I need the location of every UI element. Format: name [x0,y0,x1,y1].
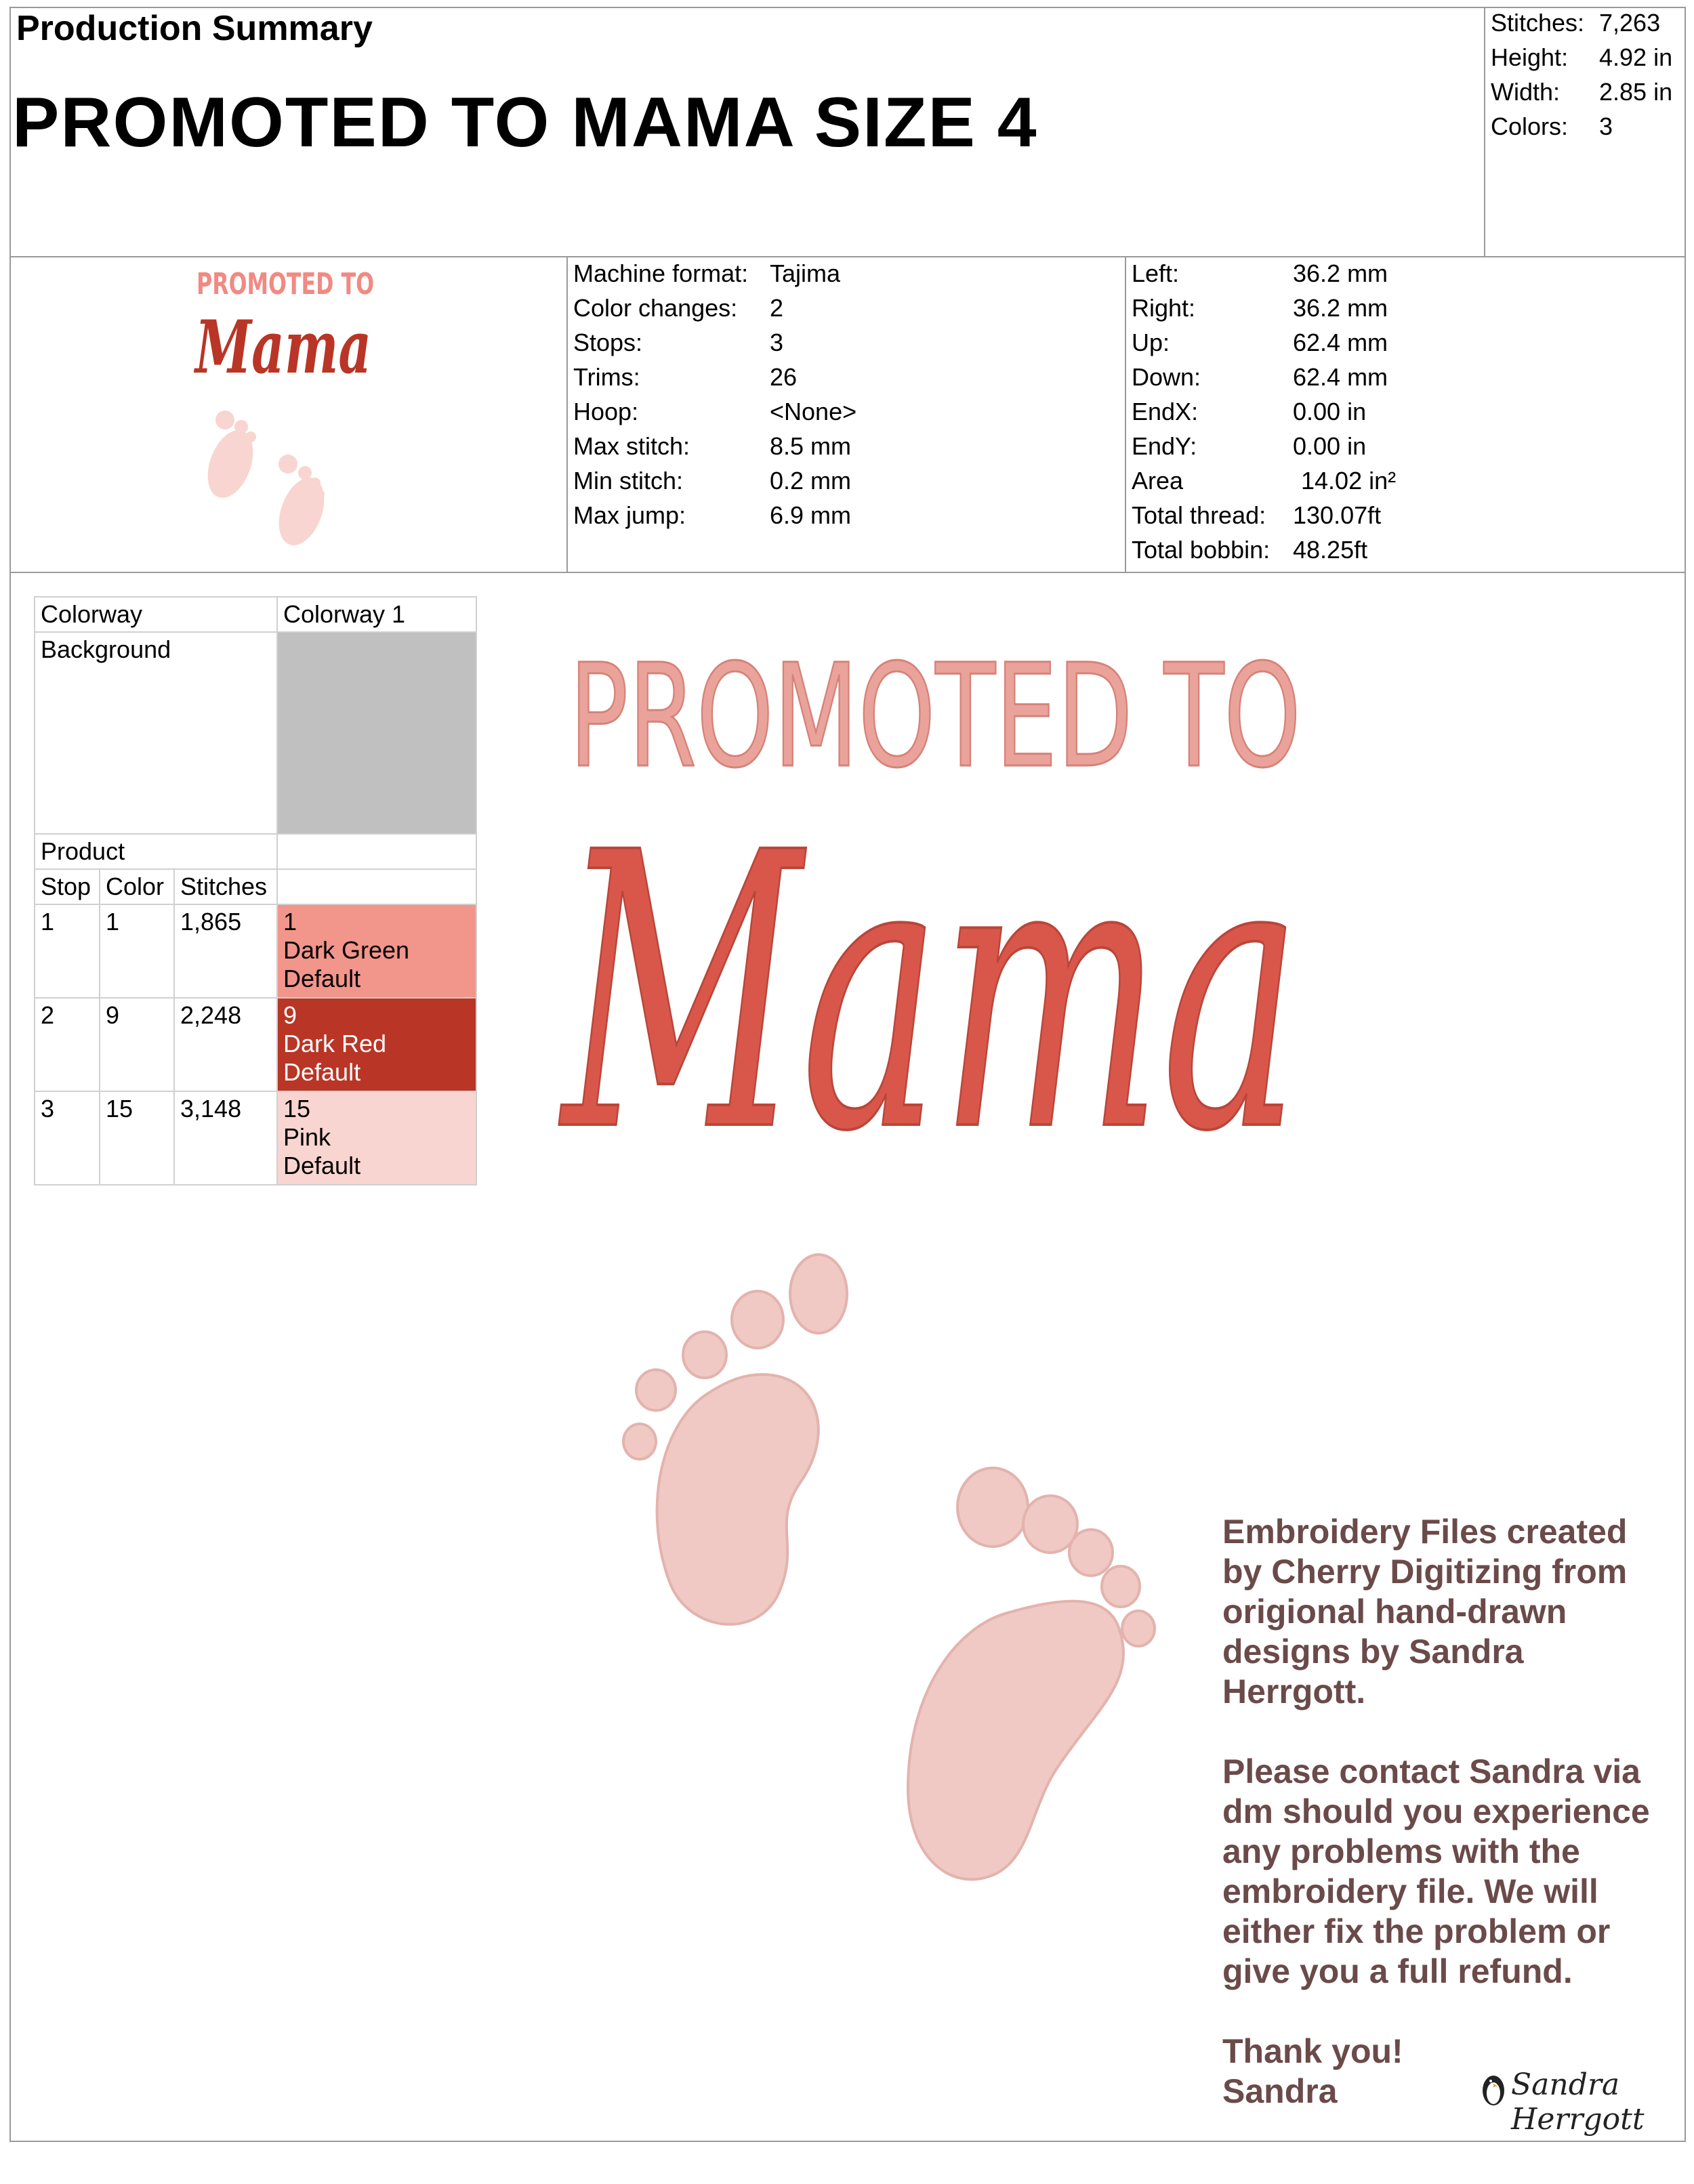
machine-info-value: 26 [770,363,798,391]
design-thumbnail [176,257,393,570]
color-cell: 1 [100,904,174,998]
extents-label: Area [1132,467,1184,495]
stitches-cell: 2,248 [174,998,277,1091]
thread-brand: Default [283,1058,361,1086]
section-title: Production Summary [16,9,373,48]
preview-line1: PROMOTED TO [569,633,1301,799]
machine-info-label: Max stitch: [573,432,690,460]
frame-bottom [9,2141,1686,2142]
extents-value: 36.2 mm [1293,294,1388,322]
extents-label: Total bobbin: [1132,536,1270,564]
extents-value: 62.4 mm [1293,329,1388,356]
extents-label: Up: [1132,329,1170,356]
extents-label: Total thread: [1132,501,1266,529]
machine-info-label: Machine format: [573,259,749,287]
product-value [277,834,476,869]
machine-info-label: Stops: [573,329,643,356]
machine-info-label: Hoop: [573,398,639,425]
summary-value: 4.92 in [1599,43,1673,71]
info-bottom-line [9,572,1686,573]
machine-info-value: 6.9 mm [770,501,852,529]
summary-label: Width: [1491,78,1561,106]
machine-info-label: Color changes: [573,294,738,322]
column-header: Color [100,869,174,904]
baby-feet-icon [623,1255,1155,1879]
machine-info-label: Max jump: [573,501,686,529]
extents-value: 62.4 mm [1293,363,1388,391]
credits-paragraph-2: Please contact Sandra via dm should you experience any problems with the embroidery file. We will either fix the problem or give you a full refund. [1222,1752,1650,1990]
background-swatch [277,632,476,834]
summary-value: 3 [1599,112,1613,140]
background-row [35,632,476,834]
machine-info-value: 8.5 mm [770,432,852,460]
thread-swatch [277,998,476,1091]
extents-label: EndY: [1132,432,1197,460]
thumbnail-line1: PROMOTED TO [197,267,374,301]
machine-info-value: Tajima [770,259,841,287]
extents-label: Down: [1132,363,1201,391]
colorway-table [34,596,477,1185]
colorway-header-row [35,597,476,632]
frame-left [9,7,11,2141]
extents-label: EndX: [1132,398,1199,425]
stop-cell: 1 [35,904,100,998]
info-divider-2 [1125,256,1126,572]
columns-row [35,869,476,904]
stop-cell: 3 [35,1091,100,1185]
frame-right [1685,7,1686,2141]
machine-info-value: 0.2 mm [770,467,852,495]
stitches-cell: 3,148 [174,1091,277,1185]
credits-text [1222,1512,1670,2112]
column-header: Stitches [174,869,277,904]
machine-info-label: Trims: [573,363,640,391]
colorway-label: Colorway [35,597,277,632]
thread-code: 1 [283,908,297,936]
machine-info-value: 3 [770,329,784,356]
thread-code: 9 [283,1001,297,1029]
design-name: PROMOTED TO MAMA SIZE 4 [12,83,1038,162]
machine-info-value: <None> [770,398,857,425]
thread-code: 15 [283,1095,311,1122]
extents-label: Left: [1132,259,1180,287]
thread-name: Pink [283,1123,331,1151]
background-label: Background [35,632,277,834]
stitches-cell: 1,865 [174,904,277,998]
extents-value: 0.00 in [1293,432,1367,460]
extents-value: 36.2 mm [1293,259,1388,287]
thread-brand: Default [283,1152,361,1179]
color-cell: 15 [100,1091,174,1185]
signature: Sandra Herrgott [1511,2067,1645,2137]
credits-paragraph-1: Embroidery Files created by Cherry Digitizing from origional hand-drawn designs by Sandra Herrgott. [1222,1513,1628,1710]
thumbnail-feet-icon [199,411,333,551]
table-row [35,1091,476,1185]
thread-name: Dark Green [283,936,410,964]
extents-label: Right: [1132,294,1196,322]
colorway-value: Colorway 1 [277,597,476,632]
summary-divider [1484,7,1485,256]
thread-brand: Default [283,965,361,992]
thumbnail-line2: Mama [193,305,371,390]
penguin-icon [1477,2067,1510,2108]
extents-value: 14.02 in² [1301,467,1397,495]
summary-label: Stitches: [1491,9,1585,37]
thread-name: Dark Red [283,1030,387,1057]
preview-line2: Mama [558,773,1301,1215]
extents-value: 130.07ft [1293,501,1382,529]
product-label: Product [35,834,277,869]
table-row [35,904,476,998]
extents-value: 48.25ft [1293,536,1368,564]
summary-label: Colors: [1491,112,1569,140]
credits-name: Sandra [1222,2072,1338,2110]
info-divider-1 [566,256,568,572]
machine-info-value: 2 [770,294,784,322]
summary-value: 7,263 [1599,9,1661,37]
extents-value: 0.00 in [1293,398,1367,425]
color-cell: 9 [100,998,174,1091]
machine-info-label: Min stitch: [573,467,684,495]
column-header: Stop [35,869,100,904]
credits-thanks: Thank you! [1222,2032,1403,2070]
thread-swatch [277,1091,476,1185]
table-row [35,998,476,1091]
summary-value: 2.85 in [1599,78,1673,106]
stop-cell: 2 [35,998,100,1091]
column-header-empty [277,869,476,904]
thread-swatch [277,904,476,998]
product-row [35,834,476,869]
summary-label: Height: [1491,43,1569,71]
